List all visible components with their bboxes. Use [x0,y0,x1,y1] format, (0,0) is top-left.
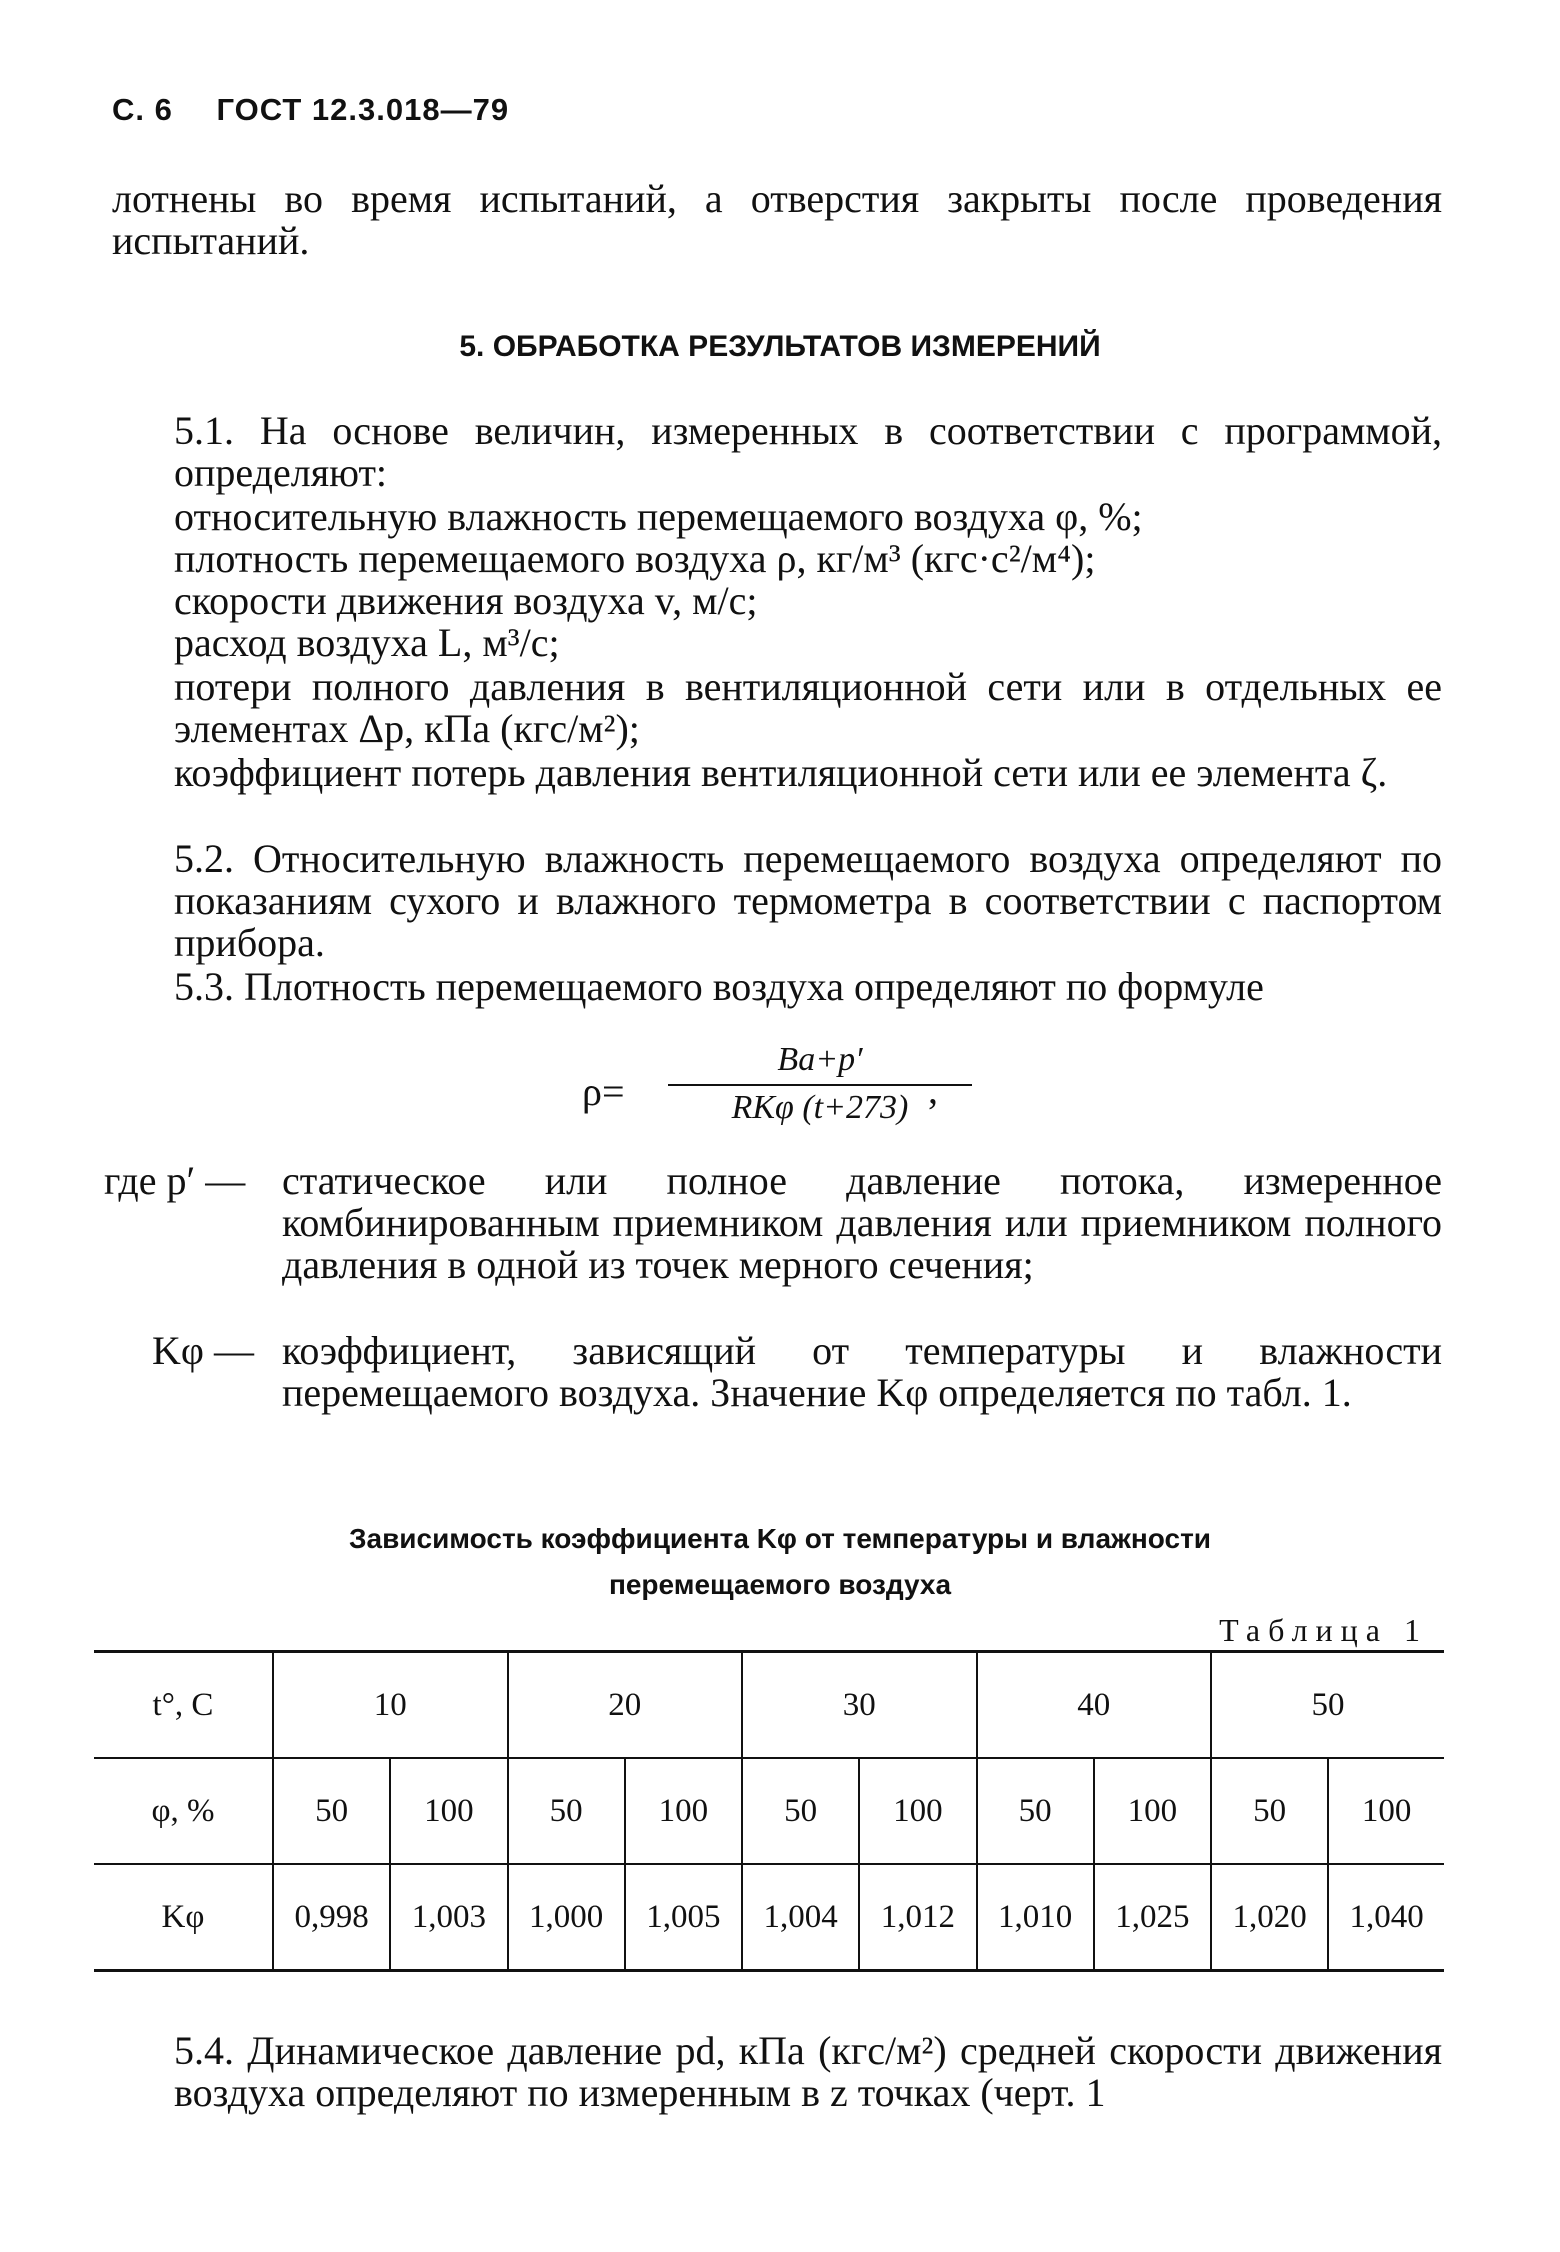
formula-lhs: ρ= [582,1069,625,1114]
where-label: Kφ — [152,1328,254,1373]
table-cell: 40 [977,1652,1212,1759]
table-cell: 100 [1328,1758,1444,1864]
table-cell: 20 [508,1652,743,1759]
table-row [94,1864,1444,1971]
table-cell: 30 [742,1652,977,1759]
paragraph-5-3: 5.3. Плотность перемещаемого воздуха определяют по формуле [174,964,1264,1009]
table-cell: 1,003 [390,1864,507,1971]
formula-denominator: RKφ (t+273) [731,1089,909,1126]
k-coefficient-table [94,1650,1444,1972]
table-cell: 1,004 [742,1864,859,1971]
table-cell: 1,040 [1328,1864,1444,1971]
page-header [112,92,543,128]
table-cell: 50 [273,1758,390,1864]
page-number: С. 6 [112,92,173,127]
table-cell: 0,998 [273,1864,390,1971]
where-text: коэффициент, зависящий от температуры и влажности перемещаемого воздуха. Значение Kφ определяется по табл. 1. [282,1328,1442,1415]
table-cell: 1,005 [625,1864,742,1971]
where-label: где p′ — [104,1158,246,1203]
intro-paragraph: лотнены во время испытаний, а отверстия закрыты после проведения испытаний. [112,176,1442,263]
row-header: t°, С [152,1686,214,1723]
table-row [94,1758,1444,1864]
list-item: скорости движения воздуха v, м/с; [174,578,758,623]
table-cell: 1,012 [859,1864,976,1971]
table-cell: 100 [1094,1758,1211,1864]
table-caption-line: Зависимость коэффициента Kφ от температуры и влажности [348,1523,1212,1554]
list-item: относительную влажность перемещаемого воздуха φ, %; [174,494,1143,539]
paragraph-5-1: 5.1. На основе величин, измеренных в соответствии с программой, определяют: [174,408,1442,495]
formula-numerator: Bа+p′ [777,1041,863,1078]
table-cell: 1,010 [977,1864,1094,1971]
table-caption [0,1516,1560,1608]
table-cell: 10 [273,1652,508,1759]
table-label: Таблица 1 [1219,1612,1428,1648]
table-cell: 1,020 [1211,1864,1328,1971]
paragraph-5-4: 5.4. Динамическое давление pd, кПа (кгс/м²) средней скорости движения воздуха определяют по измеренным в z точках (черт. 1 [174,2028,1442,2115]
row-header: φ, % [94,1758,273,1864]
formula-comma: , [928,1067,938,1112]
section-title: 5. ОБРАБОТКА РЕЗУЛЬТАТОВ ИЗМЕРЕНИЙ [459,330,1101,363]
table-cell: 1,000 [508,1864,625,1971]
table-cell: 50 [508,1758,625,1864]
standard-code: ГОСТ 12.3.018—79 [216,92,510,127]
table-cell: 50 [977,1758,1094,1864]
paragraph-5-2: 5.2. Относительную влажность перемещаемого воздуха определяют по показаниям сухого и влажного термометра в соответствии с паспортом прибора. [174,836,1442,965]
table-cell: 50 [1211,1652,1444,1759]
table-cell: 1,025 [1094,1864,1211,1971]
table-cell: 50 [742,1758,859,1864]
density-formula [560,1038,1000,1148]
list-item: коэффициент потерь давления вентиляционной сети или ее элемента ζ. [174,750,1388,795]
list-item: расход воздуха L, м³/с; [174,620,560,665]
list-item: потери полного давления в вентиляционной сети или в отдельных ее элементах Δp, кПа (кгс/м²); [174,664,1442,751]
table-cell: 100 [625,1758,742,1864]
table-row [94,1652,1444,1759]
table-cell: 100 [859,1758,976,1864]
table-caption-line: перемещаемого воздуха [608,1569,952,1600]
table-cell: 100 [390,1758,507,1864]
row-header: Kφ [94,1864,273,1971]
where-text: статическое или полное давление потока, измеренное комбинированным приемником давления или приемником полного давления в одной из точек мерного сечения; [282,1158,1442,1287]
table-cell: 50 [1211,1758,1328,1864]
list-item: плотность перемещаемого воздуха ρ, кг/м³ (кгс·с²/м⁴); [174,536,1096,581]
